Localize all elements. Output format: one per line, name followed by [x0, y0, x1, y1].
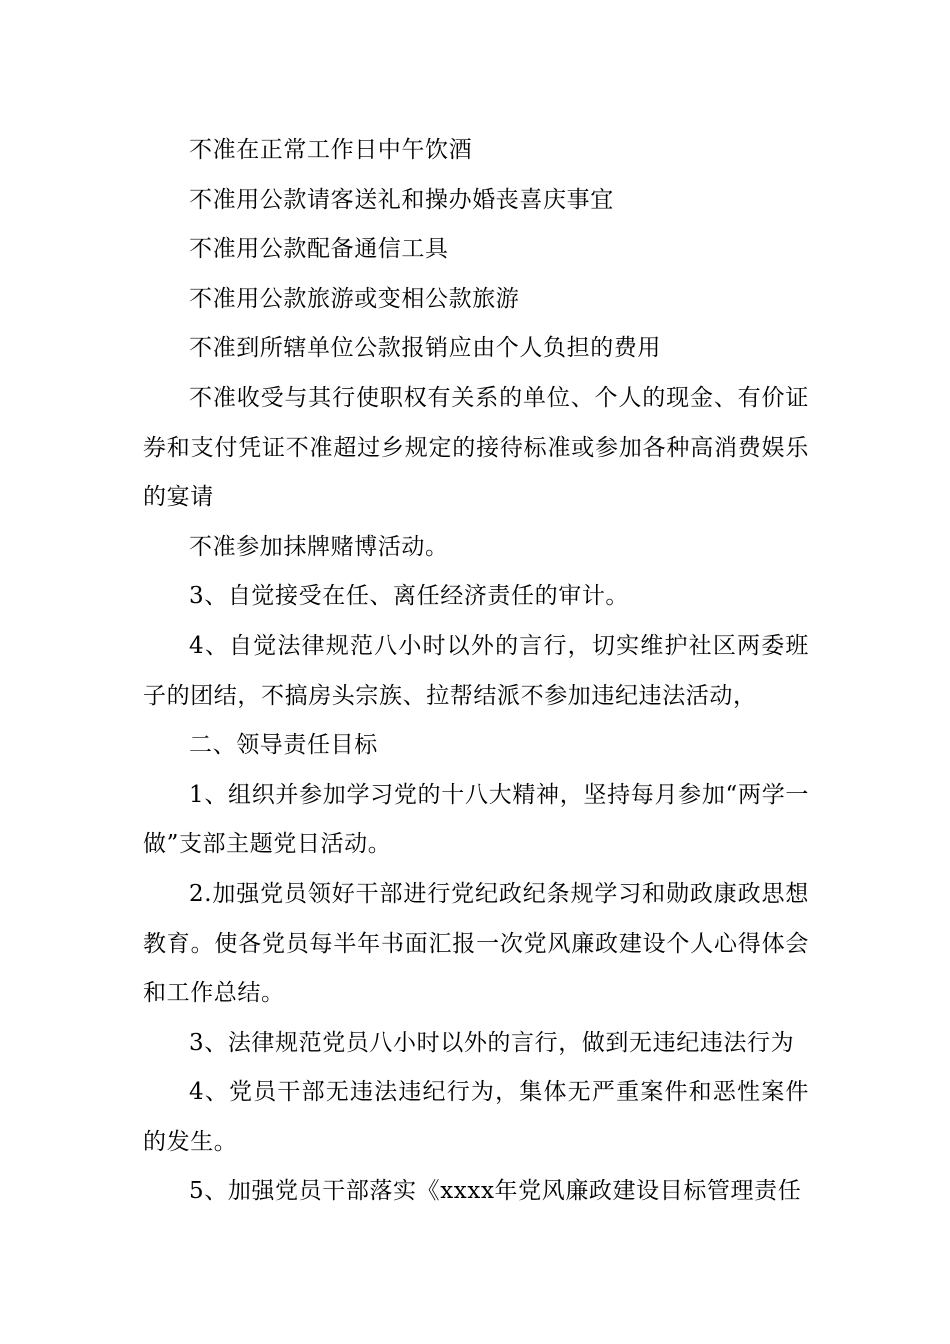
section-heading: 二、领导责任目标: [189, 732, 378, 759]
paragraph: 2.加强党员领好干部进行党纪政纪条规学习和勋政康政思想教育。使各党员每半年书面汇报一次党风廉政建设个人心得体会和工作总结。: [143, 880, 809, 1007]
paragraph: 4、党员干部无违法违纪行为，集体无严重案件和恶性案件的发生。: [143, 1079, 809, 1155]
paragraph: 不准用公款请客送礼和操办婚丧喜庆事宜: [189, 186, 614, 213]
paragraph: 不准用公款配备通信工具: [189, 236, 449, 263]
document-body: [143, 126, 809, 1217]
paragraph: 不准收受与其行使职权有关系的单位、个人的现金、有价证券和支付凭证不准超过乡规定的接待标准或参加各种高消费娱乐的宴请: [143, 384, 809, 511]
paragraph: 不准在正常工作日中午饮酒: [189, 137, 473, 163]
paragraph: 不准用公款旅游或变相公款旅游: [189, 285, 520, 312]
paragraph: 5、加强党员干部落实《xxxx年党风廉政建设目标管理责任: [189, 1178, 802, 1205]
paragraph: 不准参加抹牌赌博活动。: [189, 533, 449, 560]
paragraph: 4、自觉法律规范八小时以外的言行，切实维护社区两委班子的团结，不搞房头宗族、拉帮结派不参加违纪违法活动，: [143, 632, 809, 709]
paragraph: 1、组织并参加学习党的十八大精神，坚持每月参加“两学一做”支部主题党日活动。: [143, 781, 809, 858]
paragraph: 3、自觉接受在任、离任经济责任的审计。: [189, 583, 630, 610]
paragraph: 不准到所辖单位公款报销应由个人负担的费用: [189, 335, 661, 362]
paragraph: 3、法律规范党员八小时以外的言行，做到无违纪违法行为: [189, 1029, 795, 1056]
